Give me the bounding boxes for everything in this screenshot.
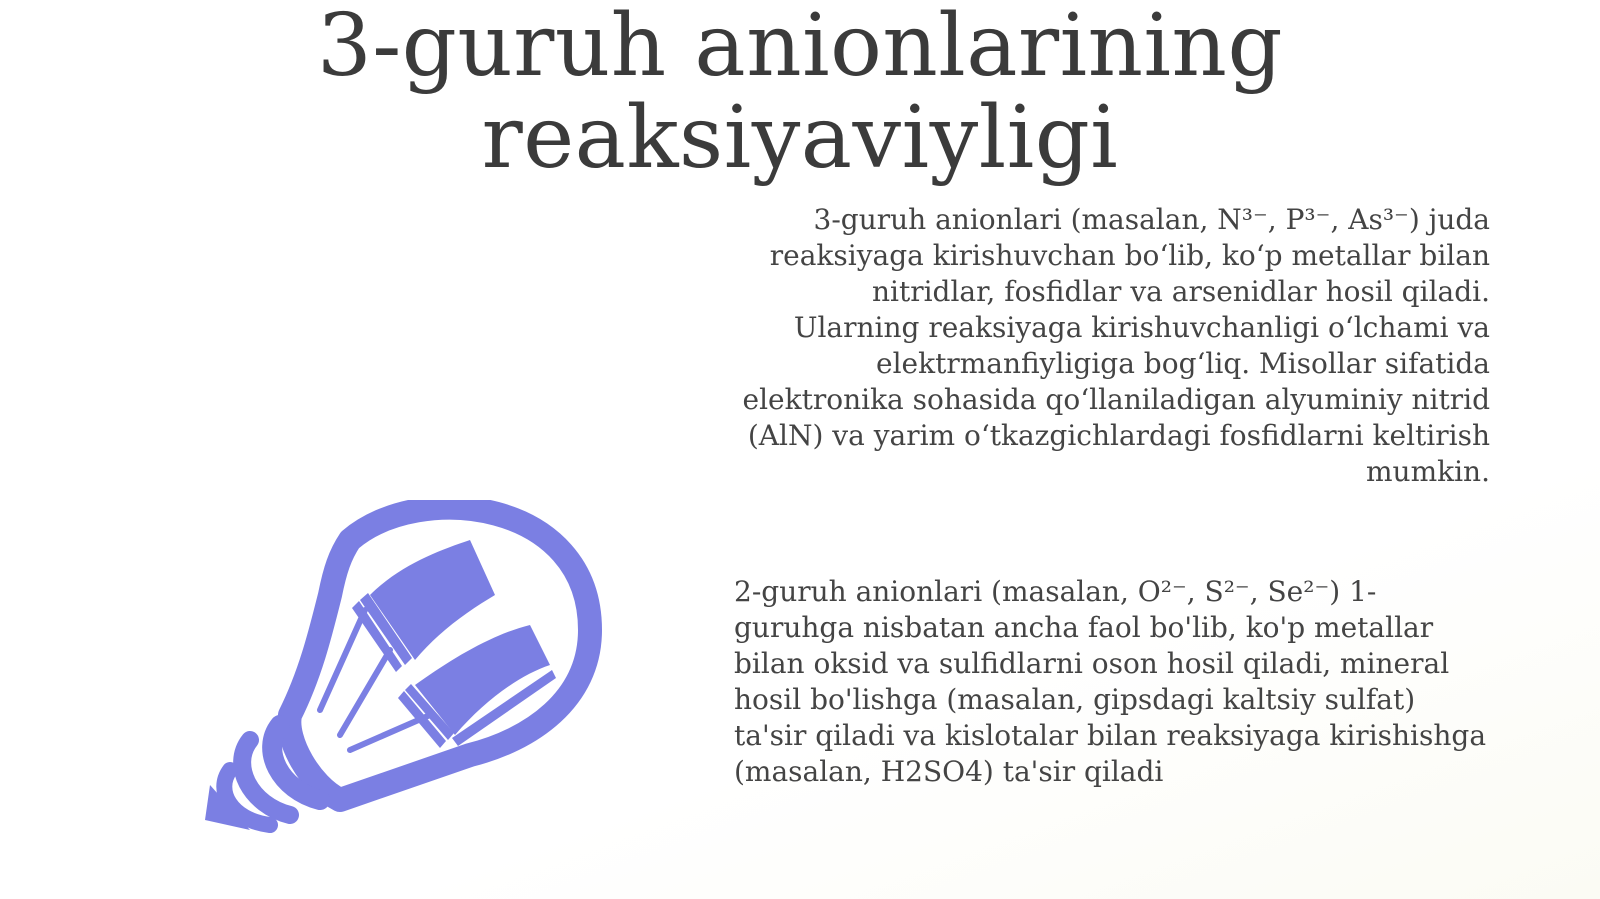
slide-title: 3-guruh anionlarining reaksiyaviyligi (317, 0, 1283, 188)
paragraph-group3: 3-guruh anionlari (masalan, N³⁻, P³⁻, As³⁻) juda reaksiyaga kirishuvchan bo‘lib, ko‘p metallar bilan nitridlar, fosfidlar va arsenidlar hosil qiladi. Ularning reaksiyaga kirishuvchanligi o‘lchami va elektrmanfiyligiga bog‘liq. Misollar sifatida elektronika sohasida qo‘llaniladigan alyuminiy nitrid (AlN) va yarim o‘tkazgichlardagi fosfidlarni keltirish mumkin. (742, 203, 1490, 488)
lightbulb-book-icon (190, 500, 630, 860)
paragraph-group2: 2-guruh anionlari (masalan, O²⁻, S²⁻, Se²⁻) 1-guruhga nisbatan ancha faol bo'lib, ko'p metallar bilan oksid va sulfidlarni oson hosil qiladi, mineral hosil bo'lishga (masalan, gipsdagi kaltsiy sulfat) ta'sir qiladi va kislotalar bilan reaksiyaga kirishishga (masalan, H2SO4) ta'sir qiladi (734, 575, 1487, 788)
